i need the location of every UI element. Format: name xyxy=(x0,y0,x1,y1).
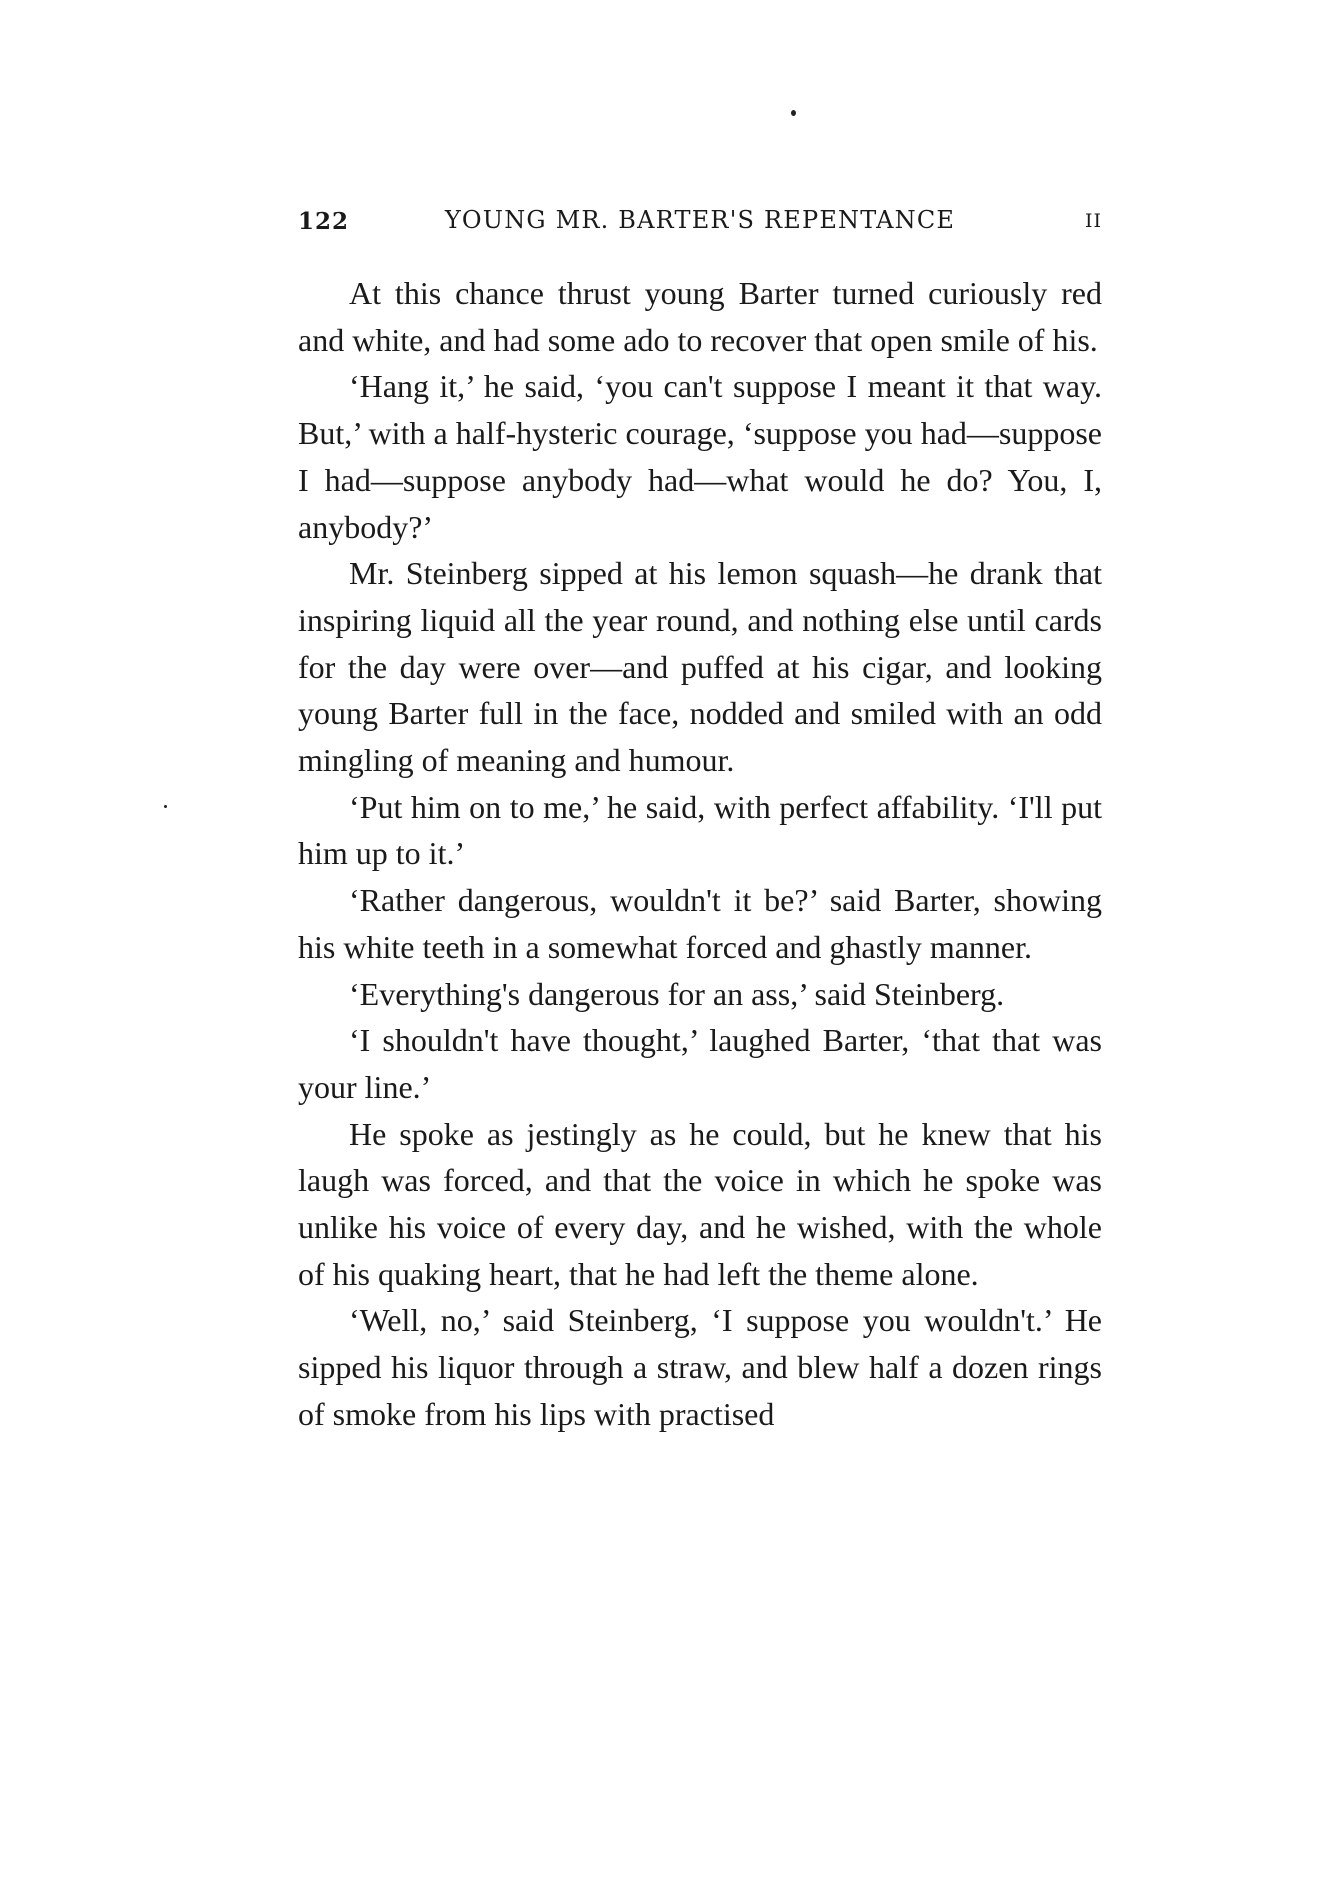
paragraph: He spoke as jestingly as he could, but he knew that his laugh was forced, and that the voice in which he spoke was unlike his voice of every day, and he wished, with the whole of his quaking heart, that he had left the theme alone. xyxy=(298,1115,1102,1292)
ink-speck xyxy=(164,805,167,808)
body-text xyxy=(298,270,1102,1438)
paragraph: ‘Put him on to me,’ he said, with perfect affability. ‘I'll put him up to it.’ xyxy=(298,788,1102,872)
running-title: YOUNG MR. BARTER'S REPENTANCE xyxy=(444,206,956,234)
ink-speck xyxy=(791,110,796,116)
paragraph: ‘Rather dangerous, wouldn't it be?’ said Barter, showing his white teeth in a somewhat forced and ghastly manner. xyxy=(298,882,1102,965)
chapter-number: II xyxy=(1084,210,1102,232)
paragraph: ‘Well, no,’ said Steinberg, ‘I suppose you wouldn't.’ He sipped his liquor through a straw, and blew half a dozen rings of smoke from his lips with practised xyxy=(298,1302,1102,1432)
paragraph: Mr. Steinberg sipped at his lemon squash—he drank that inspiring liquid all the year round, and nothing else until cards for the day were over—and puffed at his cigar, and looking young Barter full in the face, nodded and smiled with an odd mingling of meaning and humour. xyxy=(298,555,1102,779)
paragraph: ‘Hang it,’ he said, ‘you can't suppose I meant it that way. But,’ with a half-hysteric courage, ‘suppose you had—suppose I had—suppose anybody had—what would he do? You, I, anybody?’ xyxy=(298,368,1102,545)
running-head xyxy=(298,206,1102,246)
page-number: 122 xyxy=(298,208,350,235)
paragraph: ‘I shouldn't have thought,’ laughed Barter, ‘that that was your line.’ xyxy=(298,1022,1102,1105)
paragraph: At this chance thrust young Barter turned curiously red and white, and had some ado to recover that open smile of his. xyxy=(298,275,1102,358)
paragraph: ‘Everything's dangerous for an ass,’ said Steinberg. xyxy=(349,975,1005,1012)
